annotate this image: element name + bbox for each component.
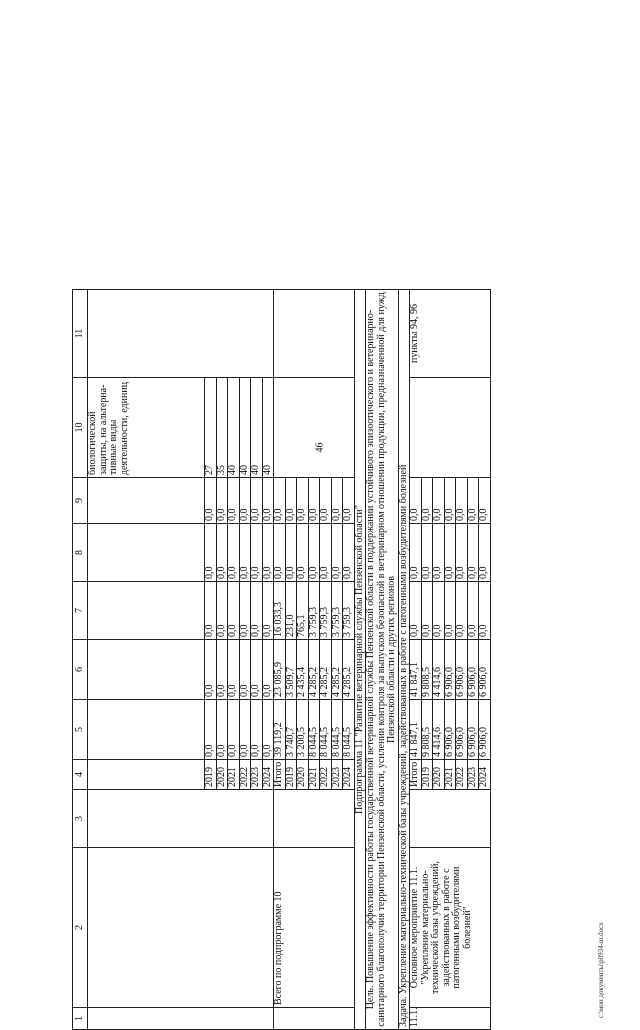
measure-number: 11.1. — [410, 1008, 491, 1030]
subtotal-col3 — [274, 790, 355, 848]
value-cell: 4 414,6 — [433, 640, 445, 700]
value-cell: 0,0 — [262, 700, 274, 760]
value-cell: 0,0 — [285, 478, 297, 524]
value-cell: 0,0 — [216, 640, 228, 700]
page-number: 46 — [314, 442, 326, 453]
value-cell: 0,0 — [456, 582, 468, 640]
subprogram-row — [354, 290, 366, 1030]
subtotal-row — [274, 290, 286, 1030]
value-cell: 4 285,2 — [308, 640, 320, 700]
table-cell — [88, 524, 205, 582]
value-cell: 0,0 — [421, 478, 433, 524]
subtotal-label: Всего по подпрограмме 10 — [274, 848, 355, 1008]
task-row — [398, 290, 410, 1030]
value-cell: 0,0 — [479, 478, 491, 524]
measure-col11-ref: пункты 94, 96 — [410, 290, 491, 378]
value-cell: 2 435,4 — [297, 640, 309, 700]
value-cell: 0,0 — [228, 640, 240, 700]
value-cell: 3 509,7 — [285, 640, 297, 700]
header-cell-4: 4 — [73, 760, 88, 790]
value-cell: 2021 — [444, 760, 456, 790]
value-cell: 6 906,0 — [456, 700, 468, 760]
value-cell: 6 906,0 — [444, 640, 456, 700]
value-cell: 27 — [205, 378, 217, 478]
value-cell: 0,0 — [251, 640, 263, 700]
value-cell: 3 200,5 — [297, 700, 309, 760]
value-cell: 0,0 — [433, 582, 445, 640]
goal-row — [366, 290, 399, 1030]
subprogram-title: Подпрограмма 11 "Развитие ветеринарной службы Пензенской области" — [354, 290, 366, 1030]
value-cell: 231,0 — [285, 582, 297, 640]
value-cell: 41 847,1 — [410, 640, 422, 700]
measure-title: Основное мероприятие 11.1. "Укрепление материально-технической базы учреждений, задействованных в работе с патогенными возбудителями болезней" — [410, 848, 491, 1008]
header-cell-11: 11 — [73, 290, 88, 378]
value-cell: 0,0 — [320, 524, 332, 582]
value-cell: 2024 — [262, 760, 274, 790]
value-cell: 40 — [251, 378, 263, 478]
value-cell: 0,0 — [239, 582, 251, 640]
value-cell: 0,0 — [216, 524, 228, 582]
value-cell: 2024 — [479, 760, 491, 790]
value-cell: 3 740,7 — [285, 700, 297, 760]
value-cell: 2022 — [320, 760, 332, 790]
value-cell: 0,0 — [262, 640, 274, 700]
value-cell: 2022 — [239, 760, 251, 790]
cell-col11 — [88, 290, 274, 378]
header-cell-3: 3 — [73, 790, 88, 848]
value-cell: 0,0 — [216, 700, 228, 760]
header-cell-7: 7 — [73, 582, 88, 640]
cell-col2 — [88, 848, 274, 1008]
subtotal-col10 — [274, 378, 355, 478]
value-cell: 0,0 — [274, 478, 286, 524]
value-cell: 0,0 — [410, 524, 422, 582]
value-cell: 2023 — [251, 760, 263, 790]
value-cell: 23 085,9 — [274, 640, 286, 700]
cell-col1 — [88, 1008, 274, 1030]
value-cell: 0,0 — [467, 478, 479, 524]
value-cell: 0,0 — [421, 524, 433, 582]
value-cell: 0,0 — [239, 640, 251, 700]
value-cell: 0,0 — [343, 478, 355, 524]
value-cell: 6 906,0 — [467, 700, 479, 760]
value-cell: 0,0 — [320, 478, 332, 524]
value-cell: 0,0 — [285, 524, 297, 582]
value-cell: 0,0 — [297, 478, 309, 524]
value-cell: 0,0 — [205, 582, 217, 640]
value-cell: 8 044,5 — [320, 700, 332, 760]
value-cell: 2021 — [228, 760, 240, 790]
value-cell: 0,0 — [343, 524, 355, 582]
header-cell-10: 10 — [73, 378, 88, 478]
subtotal-col11 — [274, 290, 355, 378]
value-cell: 0,0 — [410, 478, 422, 524]
value-cell: 0,0 — [228, 524, 240, 582]
value-cell: 0,0 — [205, 524, 217, 582]
value-cell: 0,0 — [331, 524, 343, 582]
table-cell — [88, 760, 205, 790]
value-cell: 4 285,2 — [320, 640, 332, 700]
value-cell: 0,0 — [410, 582, 422, 640]
program-table — [72, 289, 491, 1030]
table-cell — [88, 582, 205, 640]
value-cell: 3 759,3 — [331, 582, 343, 640]
task-text: Задача. Укрепление материально-технической базы учреждений, задействованных в работе с патогенными возбудителями болезней — [398, 290, 410, 1030]
value-cell: 0,0 — [251, 524, 263, 582]
value-cell: 0,0 — [205, 640, 217, 700]
value-cell: 0,0 — [216, 582, 228, 640]
value-cell: 16 033,3 — [274, 582, 286, 640]
subtotal-col1 — [274, 1008, 355, 1030]
rotated-table-sheet — [72, 270, 605, 1030]
continuation-row — [88, 290, 205, 1030]
value-cell: 0,0 — [444, 524, 456, 582]
cell-col3 — [88, 790, 274, 848]
value-cell: 0,0 — [239, 478, 251, 524]
value-cell: 0,0 — [331, 478, 343, 524]
footer-path: c:\мои документы\р0934-ш.docx — [597, 922, 605, 1018]
value-cell: 8 044,5 — [331, 700, 343, 760]
value-cell: 0,0 — [456, 524, 468, 582]
value-cell: 0,0 — [421, 582, 433, 640]
value-cell: 0,0 — [467, 582, 479, 640]
value-cell: 35 — [216, 378, 228, 478]
header-cell-2: 2 — [73, 848, 88, 1008]
measure-col3 — [410, 790, 491, 848]
table-cell — [88, 478, 205, 524]
value-cell: 0,0 — [308, 524, 320, 582]
value-cell: 6 906,0 — [479, 640, 491, 700]
value-cell: 0,0 — [228, 582, 240, 640]
value-cell: 9 808,5 — [421, 700, 433, 760]
value-cell: 0,0 — [308, 478, 320, 524]
col10-indicator-text: биологической защиты, на альтерна-тивные виды деятельности, единиц — [88, 378, 205, 478]
value-cell: 0,0 — [251, 582, 263, 640]
value-cell: 6 906,0 — [479, 700, 491, 760]
value-cell: 0,0 — [467, 524, 479, 582]
value-cell: 2023 — [331, 760, 343, 790]
value-cell: 0,0 — [239, 524, 251, 582]
header-row — [73, 290, 88, 1030]
value-cell: 2019 — [285, 760, 297, 790]
value-cell: 6 906,0 — [456, 640, 468, 700]
value-cell: 2019 — [421, 760, 433, 790]
value-cell: 2023 — [467, 760, 479, 790]
value-cell: 2019 — [205, 760, 217, 790]
value-cell: 3 759,3 — [320, 582, 332, 640]
value-cell: 0,0 — [228, 478, 240, 524]
header-cell-9: 9 — [73, 478, 88, 524]
value-cell: 2020 — [216, 760, 228, 790]
table-cell — [88, 700, 205, 760]
value-cell: 40 — [262, 378, 274, 478]
value-cell: 2024 — [343, 760, 355, 790]
value-cell: 0,0 — [239, 700, 251, 760]
value-cell: 2020 — [433, 760, 445, 790]
goal-text: Цель. Повышение эффективности работы государственной ветеринарной службы Пензенской области в поддержании устойчивого эпизоотического и ветеринарно-санитарного благополучия территории Пензенской области, усилении контроля за выпуском безопасной в ветеринарном отношении продукции, предназначенной для нужд Пензенской области и других регионов — [366, 290, 399, 1030]
value-cell: 2022 — [456, 760, 468, 790]
value-cell: 2021 — [308, 760, 320, 790]
value-cell: 0,0 — [262, 478, 274, 524]
value-cell: 3 759,3 — [308, 582, 320, 640]
value-cell: 6 906,0 — [467, 640, 479, 700]
value-cell: 0,0 — [479, 582, 491, 640]
value-cell: 0,0 — [479, 524, 491, 582]
value-cell: 41 847,1 — [410, 700, 422, 760]
value-cell: 4 414,6 — [433, 700, 445, 760]
value-cell: 3 759,3 — [343, 582, 355, 640]
table-cell — [88, 640, 205, 700]
header-cell-6: 6 — [73, 640, 88, 700]
value-cell: 0,0 — [262, 582, 274, 640]
measure-row — [410, 290, 422, 1030]
value-cell: 0,0 — [433, 478, 445, 524]
value-cell: 0,0 — [433, 524, 445, 582]
value-cell: Итого — [274, 760, 286, 790]
value-cell: 765,1 — [297, 582, 309, 640]
value-cell: 0,0 — [205, 700, 217, 760]
value-cell: 0,0 — [216, 478, 228, 524]
value-cell: 39 119,2 — [274, 700, 286, 760]
value-cell: 0,0 — [444, 582, 456, 640]
value-cell: 4 285,2 — [331, 640, 343, 700]
value-cell: 40 — [228, 378, 240, 478]
value-cell: 8 044,5 — [308, 700, 320, 760]
header-cell-8: 8 — [73, 524, 88, 582]
header-cell-5: 5 — [73, 700, 88, 760]
value-cell: 2020 — [297, 760, 309, 790]
value-cell: 0,0 — [274, 524, 286, 582]
value-cell: 0,0 — [444, 478, 456, 524]
header-cell-1: 1 — [73, 1008, 88, 1030]
value-cell: 4 285,2 — [343, 640, 355, 700]
value-cell: 40 — [239, 378, 251, 478]
value-cell: 6 906,0 — [444, 700, 456, 760]
value-cell: 0,0 — [251, 700, 263, 760]
measure-col10 — [410, 378, 491, 478]
value-cell: 0,0 — [205, 478, 217, 524]
value-cell: 0,0 — [297, 524, 309, 582]
value-cell: 9 808,5 — [421, 640, 433, 700]
value-cell: Итого — [410, 760, 422, 790]
value-cell: 0,0 — [456, 478, 468, 524]
value-cell: 8 044,5 — [343, 700, 355, 760]
value-cell: 0,0 — [251, 478, 263, 524]
value-cell: 0,0 — [262, 524, 274, 582]
value-cell: 0,0 — [228, 700, 240, 760]
